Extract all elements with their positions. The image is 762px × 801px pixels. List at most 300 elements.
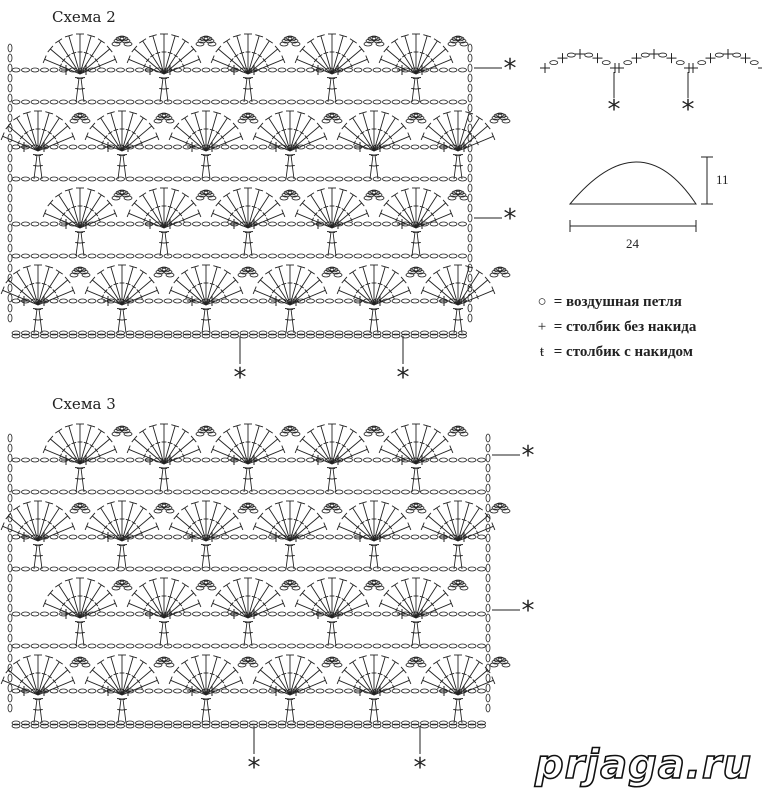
chain-stitch [60, 177, 68, 181]
chain-stitch [79, 567, 87, 571]
chain-stitch [136, 612, 144, 616]
chain-stitch [212, 567, 220, 571]
chain-stitch [60, 689, 68, 693]
chain-stitch [193, 644, 201, 648]
chain-stitch [440, 612, 448, 616]
chain-stitch [8, 44, 12, 52]
chain-stitch [126, 458, 134, 462]
chain-stitch [8, 564, 12, 572]
chain-stitch [468, 244, 472, 252]
chain-stitch [183, 458, 191, 462]
chain-stitch [22, 177, 30, 181]
chain-stitch [459, 644, 467, 648]
chain-stitch [402, 567, 410, 571]
chain-stitch [221, 100, 229, 104]
chain-stitch [392, 254, 400, 258]
chain-stitch [468, 194, 472, 202]
chain-stitch [326, 299, 334, 303]
chain-stitch [174, 299, 182, 303]
chain-stitch [402, 689, 410, 693]
chain-stitch [316, 177, 324, 181]
chain-stitch [486, 444, 490, 452]
repeat-marker: * [521, 596, 535, 626]
chain-stitch [31, 644, 39, 648]
chain-stitch [478, 535, 486, 539]
chain-stitch [136, 567, 144, 571]
chain-stitch [430, 100, 438, 104]
chain-stitch [567, 53, 575, 57]
chain-stitch [8, 84, 12, 92]
chain-stitch [345, 535, 353, 539]
chain-stitch [269, 177, 277, 181]
chain-stitch [193, 567, 201, 571]
chain-stitch [468, 567, 476, 571]
chain-stitch [459, 458, 467, 462]
chain-stitch [117, 458, 125, 462]
chain-stitch [316, 254, 324, 258]
chain-stitch [8, 204, 12, 212]
chain-stitch [136, 490, 144, 494]
chain-stitch [8, 704, 12, 712]
chain-stitch [624, 61, 632, 65]
chain-stitch [8, 64, 12, 72]
chain-stitch [183, 254, 191, 258]
chain-stitch [221, 490, 229, 494]
chain-stitch [8, 684, 12, 692]
chain-stitch [164, 567, 172, 571]
chain-stitch [250, 689, 258, 693]
chain-stitch [221, 644, 229, 648]
chain-stitch [316, 567, 324, 571]
chain-stitch [326, 254, 334, 258]
chain-stitch [193, 177, 201, 181]
chain-stitch [392, 535, 400, 539]
chain-stitch [364, 612, 372, 616]
chain-stitch [486, 674, 490, 682]
chain-stitch [392, 644, 400, 648]
chain-stitch [79, 644, 87, 648]
chain-stitch [174, 145, 182, 149]
chain-stitch [183, 490, 191, 494]
chain-stitch [468, 644, 476, 648]
chain-stitch [126, 254, 134, 258]
chain-stitch [183, 644, 191, 648]
chain-stitch [486, 544, 490, 552]
chain-stitch [307, 145, 315, 149]
chain-stitch [383, 254, 391, 258]
chain-stitch [486, 504, 490, 512]
chain-stitch [202, 100, 210, 104]
chain-stitch [373, 222, 381, 226]
chain-stitch [240, 145, 248, 149]
chain-stitch [8, 674, 12, 682]
chain-stitch [240, 535, 248, 539]
chain-stitch [60, 145, 68, 149]
scheme-2-title: Схема 2 [52, 8, 116, 26]
chain-stitch [392, 567, 400, 571]
chain-stitch [98, 612, 106, 616]
chain-stitch [468, 84, 472, 92]
chain-stitch [383, 612, 391, 616]
chain-stitch [88, 299, 96, 303]
chain-stitch [440, 68, 448, 72]
chain-stitch [145, 535, 153, 539]
chain-stitch [486, 494, 490, 502]
chain-stitch [41, 458, 49, 462]
chain-stitch [354, 458, 362, 462]
chain-stitch [31, 100, 39, 104]
chain-stitch [12, 222, 20, 226]
chain-stitch [31, 254, 39, 258]
chain-stitch [221, 689, 229, 693]
chain-stitch [468, 490, 476, 494]
chain-stitch [345, 612, 353, 616]
chain-stitch [345, 100, 353, 104]
chain-stitch [98, 222, 106, 226]
chain-stitch [22, 222, 30, 226]
shawl-shape-outline [570, 162, 696, 204]
chain-stitch [8, 154, 12, 162]
chain-stitch [486, 614, 490, 622]
chain-stitch [373, 490, 381, 494]
repeat-marker: * [681, 95, 695, 125]
chain-stitch [88, 254, 96, 258]
chain-stitch [345, 299, 353, 303]
chain-stitch [221, 458, 229, 462]
chain-stitch [459, 567, 467, 571]
chain-stitch [202, 612, 210, 616]
chain-stitch [259, 490, 267, 494]
chain-stitch [12, 68, 20, 72]
chain-stitch [468, 314, 472, 322]
chain-stitch [402, 490, 410, 494]
chain-stitch [459, 612, 467, 616]
chain-stitch [250, 254, 258, 258]
chain-stitch [98, 567, 106, 571]
chain-stitch [231, 490, 239, 494]
chain-stitch [354, 612, 362, 616]
chain-stitch [174, 644, 182, 648]
chain-stitch [60, 299, 68, 303]
chain-stitch [98, 68, 106, 72]
chain-stitch [22, 100, 30, 104]
chain-stitch [307, 535, 315, 539]
chain-stitch [364, 100, 372, 104]
chain-stitch [8, 304, 12, 312]
chain-stitch [373, 612, 381, 616]
chain-stitch [259, 222, 267, 226]
chain-stitch [69, 177, 77, 181]
chain-stitch [430, 644, 438, 648]
chain-stitch [373, 567, 381, 571]
chain-stitch [22, 490, 30, 494]
chain-stitch [288, 458, 296, 462]
chain-stitch [288, 254, 296, 258]
chain-stitch [41, 100, 49, 104]
chain-stitch [145, 644, 153, 648]
chain-stitch [269, 222, 277, 226]
chain-stitch [421, 145, 429, 149]
chain-stitch [8, 464, 12, 472]
chain-stitch [88, 535, 96, 539]
chain-stitch [297, 177, 305, 181]
chain-stitch [278, 177, 286, 181]
chain-stitch [126, 567, 134, 571]
chain-stitch [335, 177, 343, 181]
chain-stitch [486, 624, 490, 632]
repeat-marker: * [396, 363, 410, 393]
chain-stitch [69, 567, 77, 571]
chain-stitch [430, 567, 438, 571]
chain-stitch [240, 299, 248, 303]
chain-stitch [297, 100, 305, 104]
chain-stitch [345, 567, 353, 571]
chain-stitch [383, 458, 391, 462]
chain-stitch [8, 314, 12, 322]
chain-stitch [193, 222, 201, 226]
chain-stitch [193, 254, 201, 258]
chain-stitch [221, 177, 229, 181]
chain-stitch [402, 535, 410, 539]
chain-stitch [8, 224, 12, 232]
chain-stitch [126, 222, 134, 226]
chain-stitch [31, 458, 39, 462]
chain-stitch [345, 145, 353, 149]
chain-stitch [430, 490, 438, 494]
plus-icon: + [537, 319, 547, 335]
chain-stitch [145, 490, 153, 494]
chain-stitch [297, 490, 305, 494]
legend-item-double-crochet [534, 344, 693, 361]
chain-stitch [212, 68, 220, 72]
chain-stitch [8, 544, 12, 552]
chain-stitch [8, 244, 12, 252]
chain-stitch [297, 567, 305, 571]
chain-stitch [468, 74, 472, 82]
chain-stitch [164, 145, 172, 149]
chain-stitch [8, 654, 12, 662]
chain-stitch [8, 494, 12, 502]
chain-stitch [8, 174, 12, 182]
chain-stitch [193, 612, 201, 616]
chain-stitch [468, 164, 472, 172]
chain-stitch [231, 145, 239, 149]
chain-stitch [430, 535, 438, 539]
chain-stitch [8, 624, 12, 632]
chain-stitch [107, 644, 115, 648]
chain-stitch [421, 100, 429, 104]
chain-stitch [221, 68, 229, 72]
chain-stitch [8, 594, 12, 602]
chain-stitch [486, 654, 490, 662]
chain-stitch [8, 454, 12, 462]
chain-stitch [193, 458, 201, 462]
chain-stitch [297, 68, 305, 72]
chain-stitch [459, 100, 467, 104]
single-crochet-stitch [741, 53, 751, 63]
chain-stitch [449, 68, 457, 72]
chain-stitch [307, 644, 315, 648]
chain-stitch [79, 689, 87, 693]
chain-stitch [326, 689, 334, 693]
chain-stitch [468, 612, 476, 616]
chain-stitch [12, 689, 20, 693]
chain-stitch [478, 612, 486, 616]
chain-stitch [155, 254, 163, 258]
chain-stitch [98, 254, 106, 258]
chain-stitch [345, 490, 353, 494]
chain-stitch [316, 490, 324, 494]
chain-stitch [430, 177, 438, 181]
chain-stitch [316, 299, 324, 303]
chain-stitch [98, 100, 106, 104]
chain-stitch [8, 284, 12, 292]
chain-stitch [468, 54, 472, 62]
chain-stitch [164, 299, 172, 303]
chain-stitch [402, 254, 410, 258]
chain-stitch [259, 100, 267, 104]
chain-stitch [88, 689, 96, 693]
chain-stitch [430, 254, 438, 258]
chain-stitch [345, 68, 353, 72]
chain-stitch [392, 490, 400, 494]
chain-stitch [145, 254, 153, 258]
chain-stitch [478, 490, 486, 494]
chain-stitch [79, 535, 87, 539]
chain-stitch [31, 490, 39, 494]
chain-stitch [449, 177, 457, 181]
chain-stitch [486, 454, 490, 462]
chain-stitch [41, 222, 49, 226]
chain-stitch [259, 689, 267, 693]
chain-stitch [486, 464, 490, 472]
chain-stitch [733, 53, 741, 57]
chain-stitch [364, 222, 372, 226]
chain-stitch [402, 644, 410, 648]
chain-stitch [364, 490, 372, 494]
chain-stitch [107, 612, 115, 616]
chain-stitch [421, 254, 429, 258]
chain-stitch [288, 68, 296, 72]
chain-stitch [50, 689, 58, 693]
chain-stitch [155, 689, 163, 693]
chain-stitch [411, 145, 419, 149]
chain-stitch [50, 458, 58, 462]
chain-stitch [297, 644, 305, 648]
chain-stitch [50, 177, 58, 181]
chain-stitch [212, 100, 220, 104]
chain-stitch [288, 644, 296, 648]
chain-stitch [8, 584, 12, 592]
chain-stitch [478, 689, 486, 693]
chain-stitch [193, 100, 201, 104]
chain-stitch [88, 490, 96, 494]
chain-stitch [698, 61, 706, 65]
chain-stitch [231, 254, 239, 258]
chain-stitch [193, 490, 201, 494]
chain-stitch [335, 535, 343, 539]
chain-stitch [164, 689, 172, 693]
chain-stitch [468, 174, 472, 182]
chain-stitch [392, 100, 400, 104]
chain-stitch [8, 184, 12, 192]
chain-stitch [269, 644, 277, 648]
chain-stitch [8, 164, 12, 172]
chain-stitch [421, 567, 429, 571]
chain-stitch [354, 567, 362, 571]
chain-stitch [8, 444, 12, 452]
chain-stitch [50, 644, 58, 648]
chain-stitch [126, 100, 134, 104]
chain-stitch [50, 254, 58, 258]
chain-stitch [468, 304, 472, 312]
treble-icon: ŧ [539, 344, 545, 360]
chain-stitch [486, 684, 490, 692]
chain-stitch [8, 574, 12, 582]
repeat-marker: * [247, 753, 261, 783]
chain-stitch [345, 644, 353, 648]
legend-label-single-crochet: = столбик без накида [553, 319, 697, 335]
chain-stitch [231, 299, 239, 303]
chain-stitch [259, 612, 267, 616]
chain-stitch [41, 254, 49, 258]
chain-stitch [259, 68, 267, 72]
chain-stitch [88, 644, 96, 648]
chain-stitch [221, 535, 229, 539]
chain-stitch [402, 100, 410, 104]
chain-stitch [307, 177, 315, 181]
chain-stitch [164, 535, 172, 539]
chain-stitch [145, 145, 153, 149]
chain-stitch [117, 644, 125, 648]
chain-stitch [307, 567, 315, 571]
chain-stitch [174, 490, 182, 494]
chain-stitch [50, 145, 58, 149]
chain-stitch [269, 612, 277, 616]
chain-stitch [411, 689, 419, 693]
chain-stitch [202, 490, 210, 494]
chain-stitch [297, 254, 305, 258]
chain-stitch [288, 490, 296, 494]
chain-stitch [269, 100, 277, 104]
chain-stitch [326, 567, 334, 571]
chain-stitch [468, 458, 476, 462]
chain-stitch [50, 612, 58, 616]
chain-stitch [326, 177, 334, 181]
chain-stitch [440, 100, 448, 104]
chain-stitch [392, 299, 400, 303]
chain-stitch [250, 177, 258, 181]
chain-stitch [98, 177, 106, 181]
chain-stitch [22, 458, 30, 462]
chain-stitch [486, 704, 490, 712]
chain-stitch [79, 100, 87, 104]
chain-stitch [231, 567, 239, 571]
chain-stitch [155, 567, 163, 571]
chain-stitch [126, 612, 134, 616]
chain-stitch [107, 254, 115, 258]
chain-stitch [449, 612, 457, 616]
chain-stitch [486, 694, 490, 702]
chain-stitch [22, 612, 30, 616]
chain-stitch [486, 574, 490, 582]
chain-stitch [402, 299, 410, 303]
chain-stitch [288, 567, 296, 571]
legend-label-double-crochet: = столбик с накидом [553, 344, 693, 360]
chain-stitch [117, 254, 125, 258]
chain-stitch [212, 254, 220, 258]
chain-stitch [468, 184, 472, 192]
